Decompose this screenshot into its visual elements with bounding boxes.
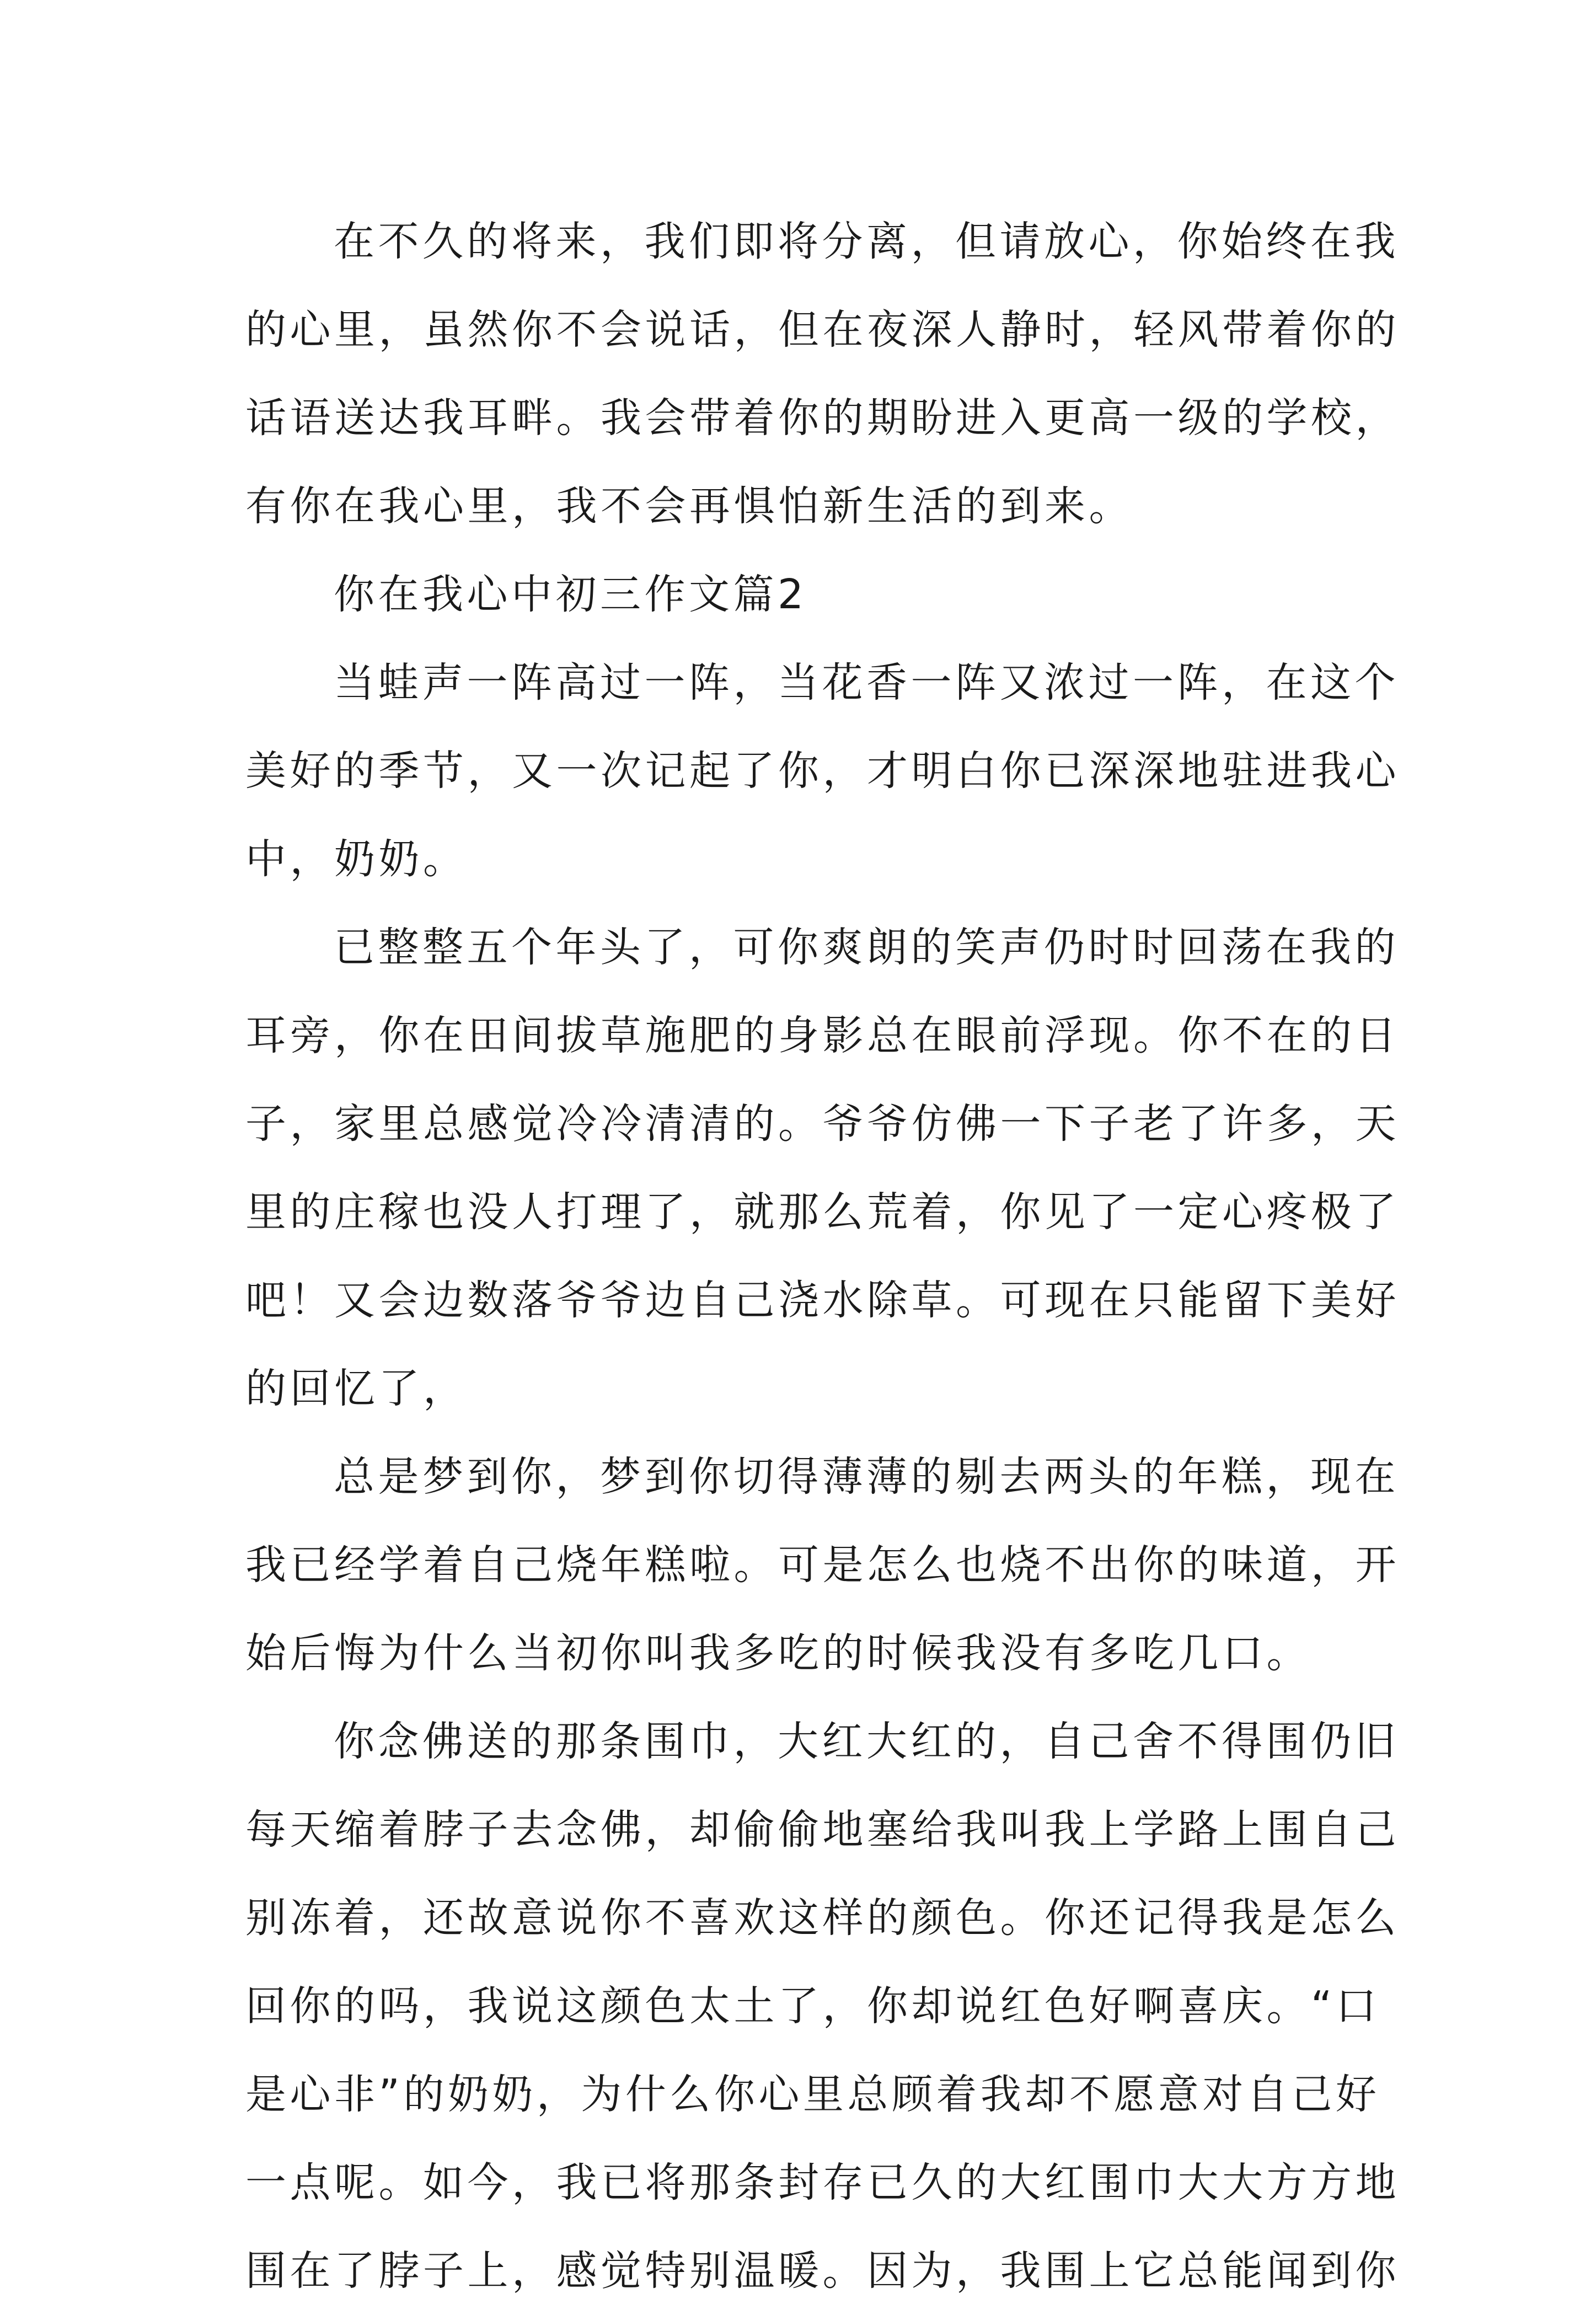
paragraph-line: 始后悔为什么当初你叫我多吃的时候我没有多吃几口。 (245, 1630, 1311, 1677)
paragraph-line: 的回忆了， (245, 1365, 468, 1412)
paragraph-line: 我已经学着自己烧年糕啦。可是怎么也烧不出你的味道，开 (245, 1541, 1400, 1589)
paragraph-line: 美好的季节，又一次记起了你，才明白你已深深地驻进我心 (245, 747, 1400, 795)
essay-body (245, 197, 1400, 2315)
paragraph-line: 围在了脖子上，感觉特别温暖。因为，我围上它总能闻到你 (245, 2247, 1400, 2295)
paragraph-line: 一点呢。如今，我已将那条封存已久的大红围巾大大方方地 (245, 2159, 1400, 2206)
paragraph-line: 在不久的将来，我们即将分离，但请放心，你始终在我 (334, 218, 1399, 265)
paragraph-line: 已整整五个年头了，可你爽朗的笑声仍时时回荡在我的 (334, 924, 1399, 971)
section-heading: 你在我心中初三作文篇2 (334, 571, 807, 618)
paragraph-line: 别冻着，还故意说你不喜欢这样的颜色。你还记得我是怎么 (245, 1894, 1400, 1942)
paragraph-line: 每天缩着脖子去念佛，却偷偷地塞给我叫我上学路上围自己 (245, 1806, 1400, 1853)
paragraph-line: 吧！又会边数落爷爷边自己浇水除草。可现在只能留下美好 (245, 1277, 1400, 1324)
paragraph-line: 耳旁，你在田间拔草施肥的身影总在眼前浮现。你不在的日 (245, 1012, 1400, 1059)
paragraph-line: 是心非”的奶奶，为什么你心里总顾着我却不愿意对自己好 (245, 2071, 1380, 2118)
paragraph-line: 当蛙声一阵高过一阵，当花香一阵又浓过一阵，在这个 (334, 659, 1399, 706)
paragraph-line: 总是梦到你，梦到你切得薄薄的剔去两头的年糕，现在 (334, 1453, 1399, 1501)
paragraph-line: 有你在我心里，我不会再惧怕新生活的到来。 (245, 483, 1133, 530)
paragraph-line: 里的庄稼也没人打理了，就那么荒着，你见了一定心疼极了 (245, 1188, 1400, 1236)
paragraph-line: 回你的吗，我说这颜色太土了，你却说红色好啊喜庆。“口 (245, 1982, 1380, 2030)
paragraph-line: 的心里，虽然你不会说话，但在夜深人静时，轻风带着你的 (245, 306, 1400, 353)
paragraph-line: 子，家里总感觉冷冷清清的。爷爷仿佛一下子老了许多，天 (245, 1100, 1400, 1148)
paragraph-line: 中，奶奶。 (245, 835, 468, 883)
paragraph-line: 话语送达我耳畔。我会带着你的期盼进入更高一级的学校， (245, 394, 1400, 442)
paragraph-line: 你念佛送的那条围巾，大红大红的，自己舍不得围仍旧 (334, 1718, 1399, 1765)
